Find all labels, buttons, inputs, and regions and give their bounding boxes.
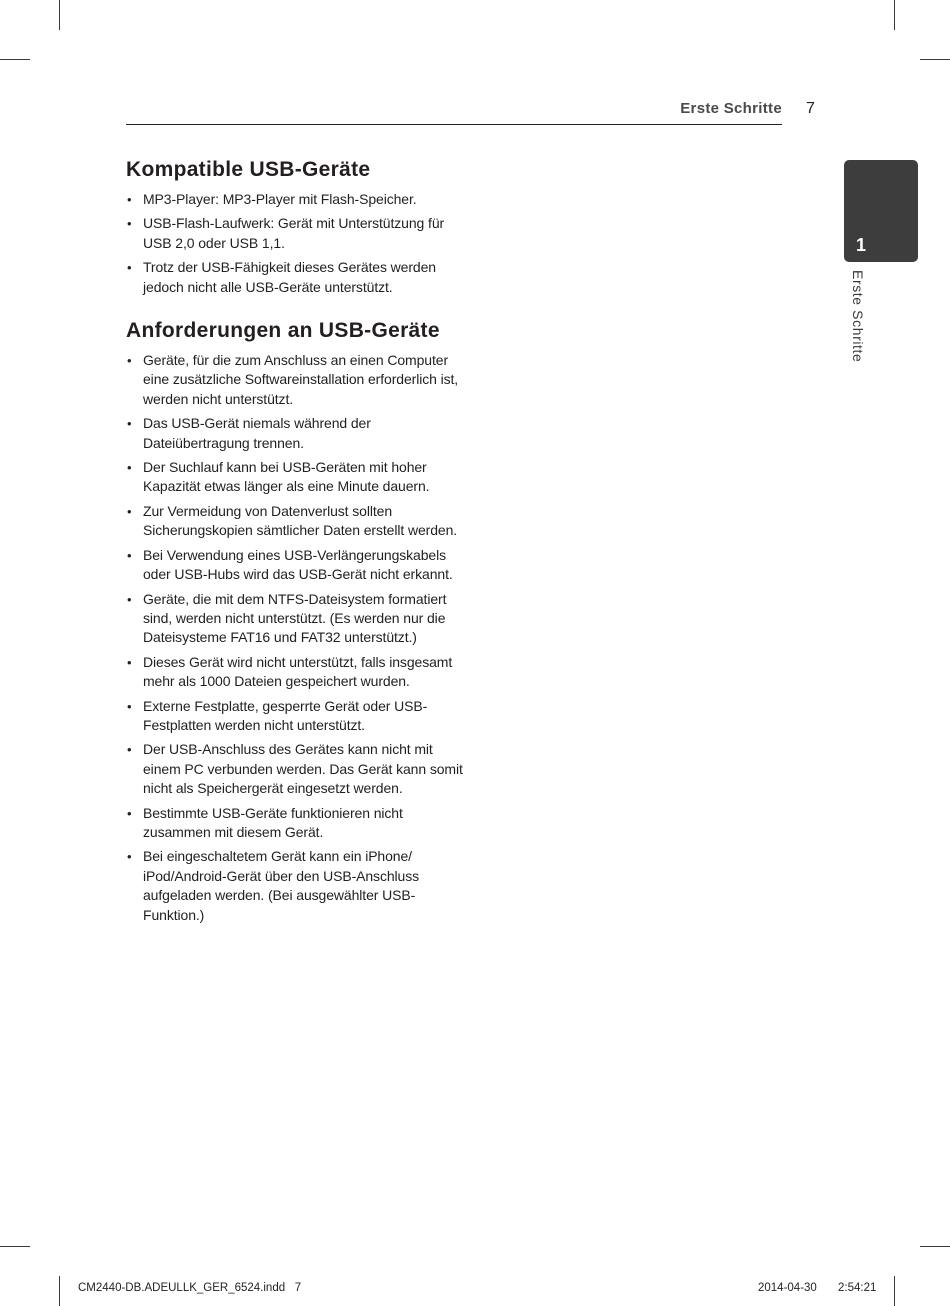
list-item-text: Externe Festplatte, gesperrte Gerät oder USB-Festplatten werden nicht unterstützt. xyxy=(143,697,428,733)
list-item xyxy=(126,847,466,925)
chapter-tab xyxy=(844,160,918,262)
bullet-icon: • xyxy=(127,192,132,207)
list-item-text: Bestimmte USB-Geräte funktionieren nicht zusammen mit diesem Gerät. xyxy=(143,804,403,840)
list-item-text: MP3-Player: MP3-Player mit Flash-Speicher. xyxy=(143,191,417,207)
compatible-usb-list xyxy=(126,190,466,297)
running-header xyxy=(126,96,782,125)
running-header-title: Erste Schritte xyxy=(680,100,782,117)
list-item-text: Das USB-Gerät niemals während der Dateiübertragung trennen. xyxy=(143,415,371,451)
bullet-icon: • xyxy=(127,698,132,714)
list-item xyxy=(126,351,466,409)
list-item-text: Dieses Gerät wird nicht unterstützt, falls insgesamt mehr als 1000 Dateien gespeichert wurden. xyxy=(143,653,453,690)
list-item xyxy=(126,190,466,209)
crop-mark xyxy=(0,59,30,60)
bullet-icon: • xyxy=(127,460,132,476)
bullet-icon: • xyxy=(127,353,132,369)
list-item-text: Geräte, die mit dem NTFS-Dateisystem formatiert sind, werden nicht unterstützt. (Es werden nur die Dateisysteme FAT16 und FAT32 unterstützt.) xyxy=(143,590,447,646)
crop-mark xyxy=(59,0,60,30)
chapter-side-label: Erste Schritte xyxy=(850,270,866,363)
bullet-icon: • xyxy=(127,547,132,563)
bullet-icon: • xyxy=(127,591,132,607)
bullet-icon: • xyxy=(127,216,132,232)
crop-mark xyxy=(894,1276,895,1306)
footer-file-info: CM2440-DB.ADEULLK_GER_6524.indd 7 xyxy=(78,1282,302,1294)
chapter-number: 1 xyxy=(856,235,867,255)
page-number: 7 xyxy=(806,100,815,117)
crop-mark xyxy=(59,1276,60,1306)
crop-mark xyxy=(920,59,950,60)
list-item-text: Der Suchlauf kann bei USB-Geräten mit hoher Kapazität etwas länger als eine Minute dauern. xyxy=(143,459,430,495)
main-content xyxy=(126,156,466,930)
bullet-icon: • xyxy=(127,260,132,276)
list-item-text: Bei Verwendung eines USB-Verlängerungskabels oder USB-Hubs wird das USB-Gerät nicht erkannt. xyxy=(143,546,453,583)
crop-mark xyxy=(0,1246,30,1247)
list-item xyxy=(126,214,466,253)
list-item xyxy=(126,653,466,692)
crop-mark xyxy=(894,0,895,30)
bullet-icon: • xyxy=(127,742,132,758)
list-item xyxy=(126,590,466,648)
list-item-text: Geräte, für die zum Anschluss an einen Computer eine zusätzliche Softwareinstallation erforderlich ist, werden nicht unterstützt. xyxy=(143,352,459,407)
footer-date: 2014-04-30 xyxy=(758,1282,817,1294)
list-item-text: Bei eingeschaltetem Gerät kann ein iPhone/ iPod/Android-Gerät über den USB-Anschluss aufgeladen werden. (Bei ausgewählter USB-Funktion.) xyxy=(143,848,420,923)
usb-requirements-list xyxy=(126,351,466,925)
list-item xyxy=(126,458,466,497)
list-item-text: Zur Vermeidung von Datenverlust sollten Sicherungskopien sämtlicher Daten erstellt werden. xyxy=(143,502,458,539)
bullet-icon: • xyxy=(127,849,132,865)
section-title-compatible-usb: Kompatible USB-Geräte xyxy=(126,158,371,181)
section-title-usb-requirements: Anforderungen an USB-Geräte xyxy=(126,319,440,343)
list-item xyxy=(126,502,466,541)
footer-time: 2:54:21 xyxy=(838,1282,877,1294)
bullet-icon: • xyxy=(127,805,132,821)
list-item xyxy=(126,414,466,453)
list-item-text: USB-Flash-Laufwerk: Gerät mit Unterstützung für USB 2,0 oder USB 1,1. xyxy=(143,215,445,251)
bullet-icon: • xyxy=(127,654,132,670)
list-item xyxy=(126,546,466,585)
list-item xyxy=(126,804,466,843)
bullet-icon: • xyxy=(127,416,132,432)
list-item xyxy=(126,697,466,736)
list-item-text: Der USB-Anschluss des Gerätes kann nicht mit einem PC verbunden werden. Das Gerät kann somit nicht als Speichergerät eingesetzt werden. xyxy=(143,741,463,797)
list-item-text: Trotz der USB-Fähigkeit dieses Gerätes werden jedoch nicht alle USB-Geräte unterstützt. xyxy=(143,259,436,295)
list-item xyxy=(126,258,466,297)
list-item xyxy=(126,740,466,798)
crop-mark xyxy=(920,1246,950,1247)
bullet-icon: • xyxy=(127,503,132,519)
